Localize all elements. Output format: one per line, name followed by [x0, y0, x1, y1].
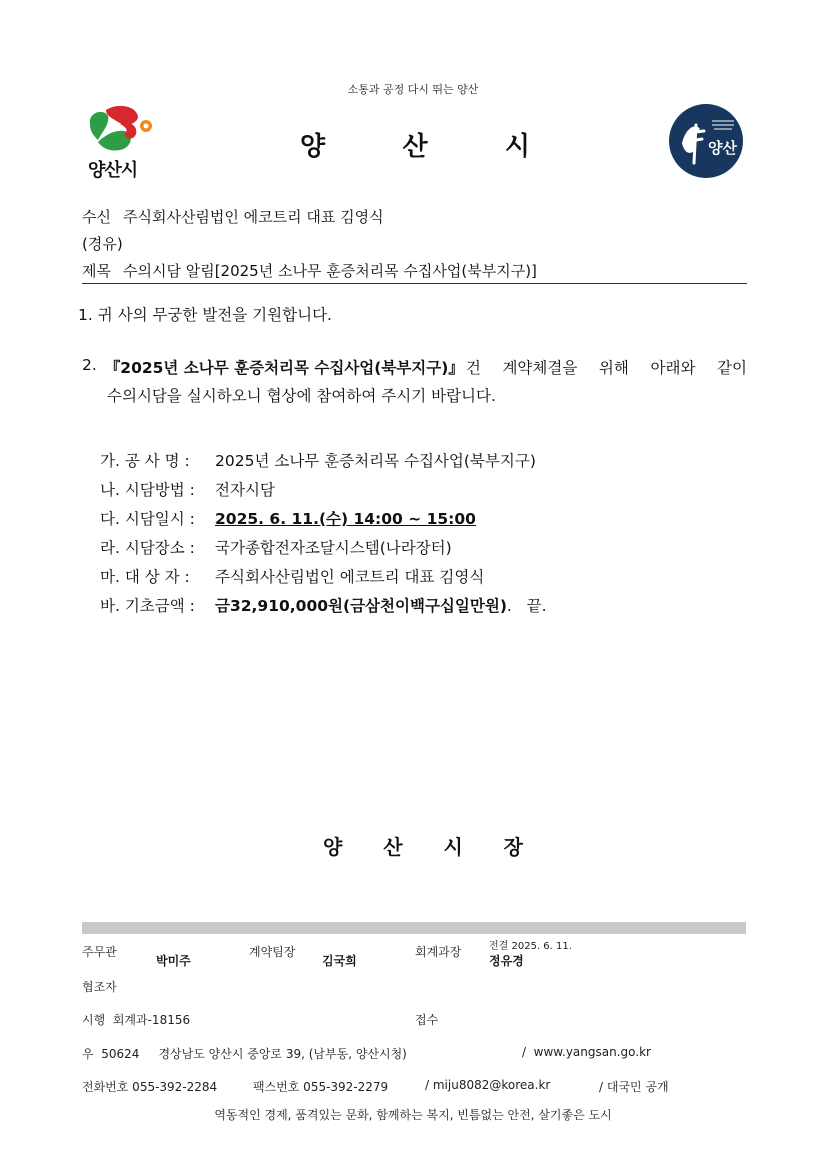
- item-label: 마. 대 상 자 :: [100, 568, 190, 586]
- cooperator-label: 협조자: [82, 980, 117, 994]
- signature-char: 산: [383, 835, 403, 859]
- disclosure: / 대국민 공개: [599, 1080, 669, 1094]
- subject-label: 제목: [82, 262, 111, 280]
- paragraph-2-line-1: [82, 356, 747, 378]
- item-label: 다. 시담일시 :: [100, 510, 195, 528]
- recipient-line: [82, 206, 384, 227]
- yangsan-brand-logo: [668, 103, 744, 179]
- approval-note: 전결 2025. 6. 11.: [489, 941, 572, 952]
- item-value: 주식회사산림법인 에코트리 대표 김영식: [215, 568, 485, 586]
- address: 우 50624 경상남도 양산시 중앙로 39, (남부동, 양산시청): [82, 1047, 407, 1061]
- officer-name: 박미주: [156, 954, 191, 968]
- item-label: 가. 공 사 명 :: [100, 452, 190, 470]
- signature-char: 양: [323, 835, 343, 859]
- yangsan-city-logo: [84, 104, 158, 180]
- item-project-name: [100, 449, 536, 471]
- officer-label: 주무관: [82, 945, 117, 959]
- brand-seal-icon: [668, 103, 744, 179]
- item-value: 2025년 소나무 훈증처리목 수집사업(북부지구): [215, 452, 536, 470]
- slogan: 소통과 공정 다시 뛰는 양산: [347, 83, 479, 96]
- chief-name: 정유경: [489, 954, 524, 968]
- org-title-char: 양: [300, 132, 326, 162]
- email: / miju8082@korea.kr: [425, 1078, 551, 1092]
- city-motto: 역동적인 경제, 품격있는 문화, 함께하는 복지, 빈틈없는 안전, 살기좋은 도시: [214, 1108, 612, 1122]
- item-label: 라. 시담장소 :: [100, 539, 195, 557]
- item-datetime: [100, 507, 476, 529]
- signature-char: 시: [443, 835, 463, 859]
- item-value: 전자시담: [215, 481, 275, 499]
- recipient-label: 수신: [82, 208, 111, 226]
- signature: [323, 831, 523, 860]
- paragraph-1: 1. 귀 사의 무궁한 발전을 기원합니다.: [78, 306, 332, 324]
- org-title: [300, 126, 530, 163]
- paragraph-2-line-2: 수의시담을 실시하오니 협상에 참여하여 주시기 바랍니다.: [107, 387, 496, 405]
- subject-line: [82, 260, 537, 281]
- doc-label: 시행: [82, 1013, 106, 1027]
- recipient-value: 주식회사산림법인 에코트리 대표 김영식: [122, 208, 384, 226]
- item-place: [100, 536, 452, 558]
- brand-seal-text: 양산: [708, 139, 737, 157]
- chief-label: 회계과장: [415, 945, 462, 959]
- doc-number-line: [82, 1011, 190, 1028]
- fax: 팩스번호 055-392-2279: [253, 1080, 389, 1094]
- item-label: 바. 기초금액 :: [100, 597, 195, 615]
- via-line: (경유): [82, 235, 123, 253]
- org-title-char: 산: [402, 132, 428, 162]
- end-mark: . 끝.: [506, 597, 547, 615]
- city-emblem-icon: [84, 104, 158, 160]
- item-label: 나. 시담방법 :: [100, 481, 195, 499]
- signature-char: 장: [503, 835, 523, 859]
- logo-wordmark: 양산시: [88, 160, 138, 181]
- item-method: [100, 478, 275, 500]
- team-leader-label: 계약팀장: [249, 945, 296, 959]
- item-value: 국가종합전자조달시스템(나라장터): [215, 539, 452, 557]
- org-title-char: 시: [504, 132, 530, 162]
- receipt-label: 접수: [415, 1013, 439, 1027]
- item-value-datetime: 2025. 6. 11.(수) 14:00 ~ 15:00: [215, 510, 476, 528]
- phone: 전화번호 055-392-2284: [82, 1080, 218, 1094]
- footer-bar: [82, 922, 746, 934]
- website: / www.yangsan.go.kr: [522, 1045, 651, 1059]
- team-leader-name: 김국희: [322, 954, 357, 968]
- subject-value: 수의시담 알림[2025년 소나무 훈증처리목 수집사업(북부지구)]: [122, 262, 537, 280]
- paragraph-2-text: 건 계약체결을 위해 아래와 같이: [465, 359, 747, 377]
- paragraph-2-number: 2.: [82, 356, 97, 374]
- item-value-amount: 금32,910,000원(금삼천이백구십일만원): [215, 597, 507, 615]
- item-base-amount: [100, 594, 547, 616]
- doc-number: 회계과-18156: [112, 1013, 191, 1027]
- item-target: [100, 565, 484, 587]
- project-title-bold: 『2025년 소나무 훈증처리목 수집사업(북부지구)』: [104, 359, 464, 377]
- header-divider: [82, 283, 747, 284]
